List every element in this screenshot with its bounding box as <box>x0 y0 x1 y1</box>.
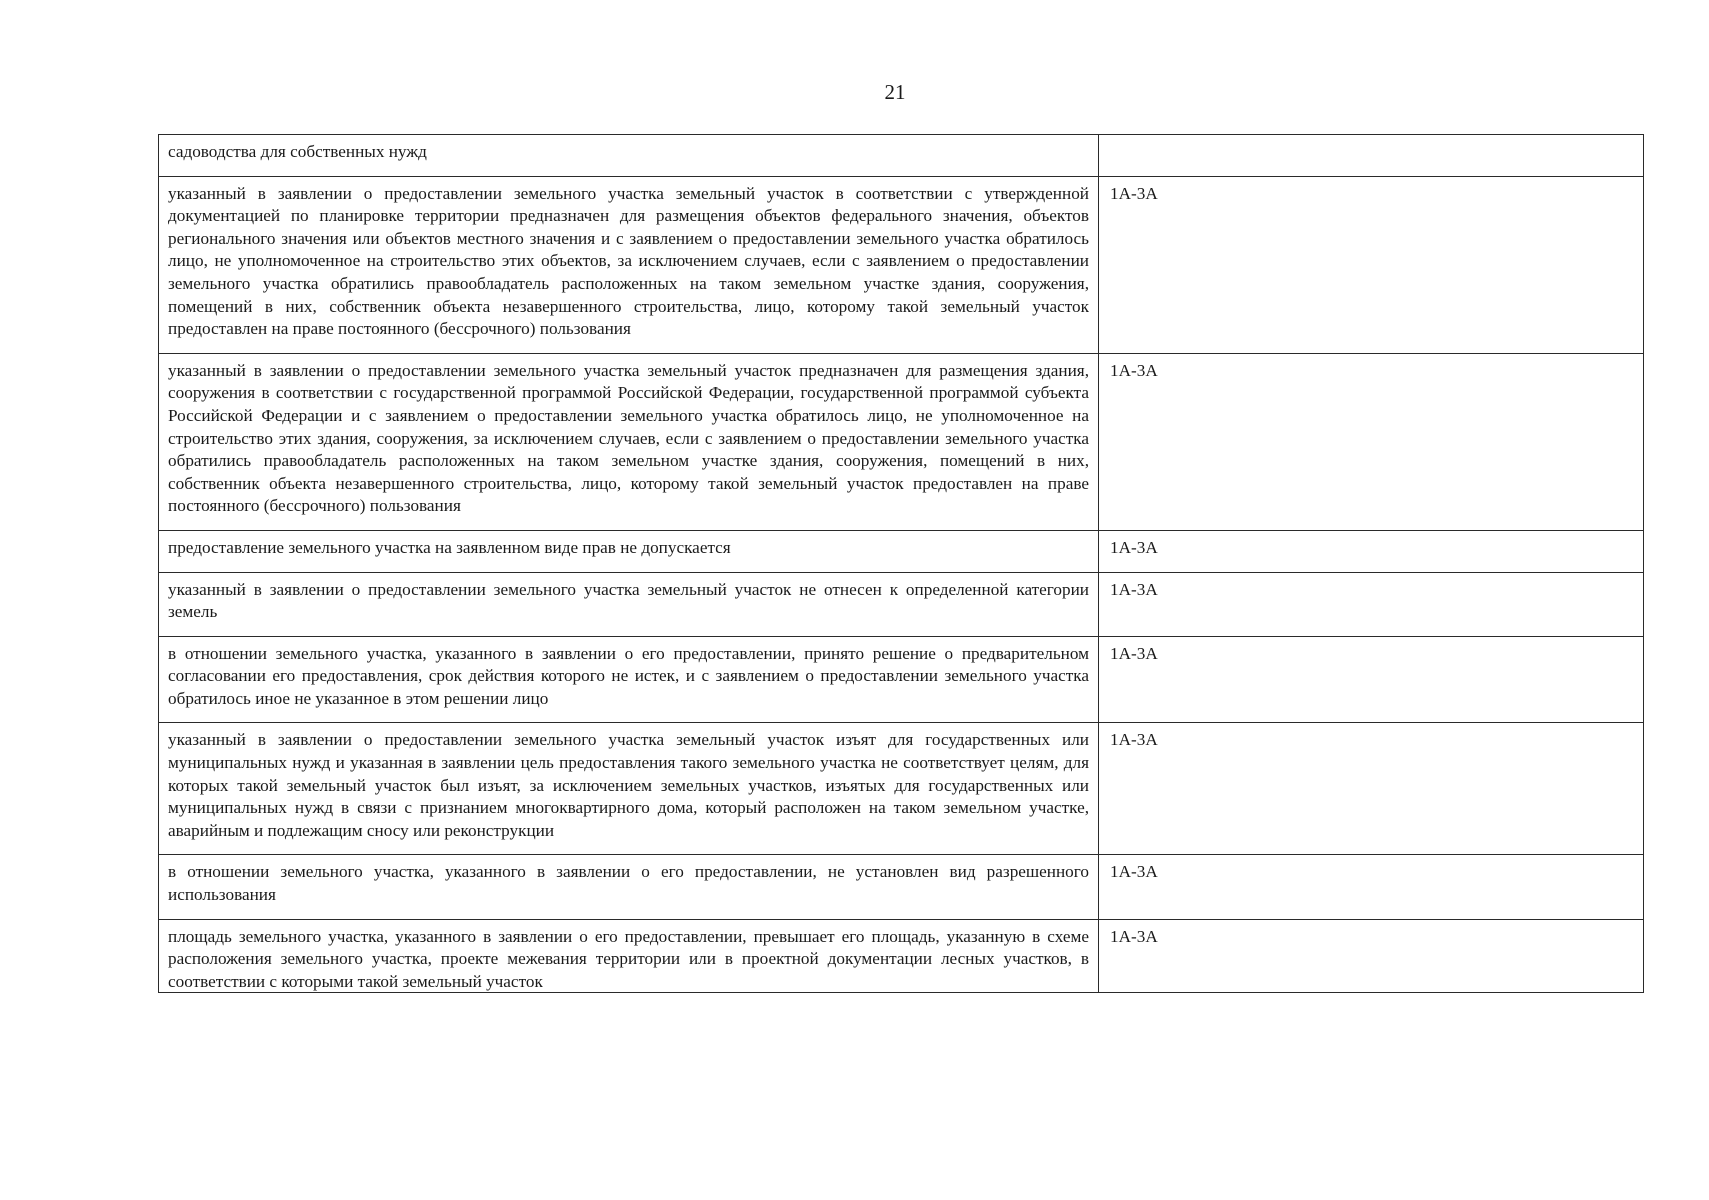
row-condition-text: в отношении земельного участка, указанного в заявлении о его предоставлении, не установлен вид разрешенного использования <box>159 855 1099 919</box>
table-row <box>159 855 1644 919</box>
table-row <box>159 919 1644 992</box>
row-condition-cell <box>159 919 1099 992</box>
table-row <box>159 353 1644 530</box>
row-code: 1А-3А <box>1099 636 1644 723</box>
row-condition-text: в отношении земельного участка, указанного в заявлении о его предоставлении, принято решение о предварительном согласовании его предоставления, срок действия которого не истек, и с заявлением о предоставлении земельного участка обратилось иное не указанное в этом решении лицо <box>159 636 1099 723</box>
row-code: 1А-3А <box>1110 926 1158 946</box>
row-code: 1А-3А <box>1099 176 1644 353</box>
table-row <box>159 135 1644 177</box>
row-condition-text: садоводства для собственных нужд <box>159 135 1099 177</box>
row-code: 1А-3А <box>1099 723 1644 855</box>
row-condition-text: указанный в заявлении о предоставлении земельного участка земельный участок предназначен для размещения здания, сооружения в соответствии с государственной программой Российской Федерации, государственной программой субъекта Российской Федерации и с заявлением о предоставлении земельного участка обратилось лицо, не уполномоченное на строительство этих здания, сооружения, за исключением случаев, если с заявлением о предоставлении земельного участка обратились правообладатель расположенных на таком земельном участке здания, сооружения, помещений в них, собственник объекта незавершенного строительства, лицо, которому такой земельный участок предоставлен на праве постоянного (бессрочного) пользования <box>159 353 1099 530</box>
table-row <box>159 530 1644 572</box>
row-code: 1А-3А <box>1099 855 1644 919</box>
row-condition-text: предоставление земельного участка на заявленном виде прав не допускается <box>159 530 1099 572</box>
table-row <box>159 636 1644 723</box>
table-row <box>159 176 1644 353</box>
row-condition-text: площадь земельного участка, указанного в заявлении о его предоставлении, превышает его площадь, указанную в схеме расположения земельного участка, проекте межевания территории или в проектной документации лесных участков, в соответствии с которыми такой земельный участок <box>168 926 1089 991</box>
grounds-table <box>158 134 1644 993</box>
table-row <box>159 723 1644 855</box>
row-condition-text: указанный в заявлении о предоставлении земельного участка земельный участок в соответствии с утвержденной документацией по планировке территории предназначен для размещения объектов федерального значения, объектов регионального значения или объектов местного значения и с заявлением о предоставлении земельного участка обратилось лицо, не уполномоченное на строительство этих объектов, за исключением случаев, если с заявлением о предоставлении земельного участка обратились правообладатель расположенных на таком земельном участке здания, сооружения, помещений в них, собственник объекта незавершенного строительства, лицо, которому такой земельный участок предоставлен на праве постоянного (бессрочного) пользования <box>159 176 1099 353</box>
row-condition-text: указанный в заявлении о предоставлении земельного участка земельный участок не отнесен к определенной категории земель <box>159 572 1099 636</box>
row-code: 1А-3А <box>1099 572 1644 636</box>
table-row <box>159 572 1644 636</box>
row-condition-text: указанный в заявлении о предоставлении земельного участка земельный участок изъят для государственных или муниципальных нужд и указанная в заявлении цель предоставления такого земельного участка не соответствует целям, для которых такой земельный участок был изъят, за исключением земельных участков, изъятых для государственных или муниципальных нужд в связи с признанием многоквартирного дома, который расположен на таком земельном участке, аварийным и подлежащим сносу или реконструкции <box>159 723 1099 855</box>
row-code: 1А-3А <box>1099 353 1644 530</box>
row-code-cell <box>1099 919 1644 992</box>
page-number: 21 <box>884 80 906 104</box>
row-code: 1А-3А <box>1099 530 1644 572</box>
row-code <box>1099 135 1644 177</box>
